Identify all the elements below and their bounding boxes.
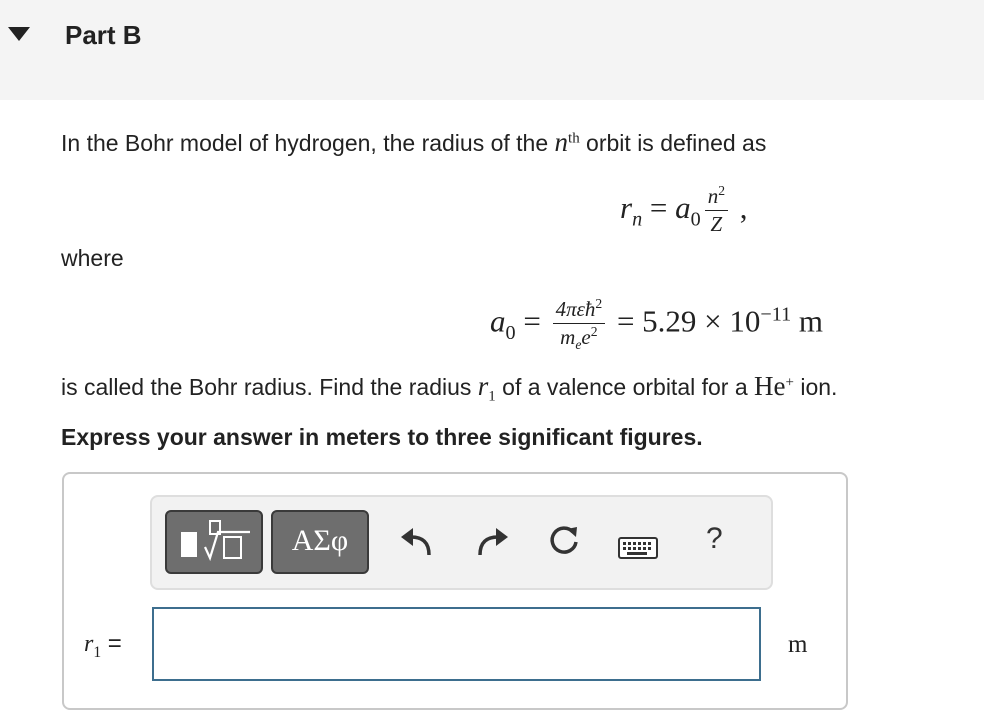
unit-label: m <box>788 631 808 658</box>
math-toolbar <box>150 495 773 590</box>
n2-over-z-fraction: $\frac{n^2}{Z}$ <box>705 183 728 237</box>
radius-equation: $r_n = a_0$ $\frac{n^2}{Z}$ , <box>620 183 748 236</box>
undo-icon[interactable] <box>399 527 433 557</box>
bohr-radius-equation: $a_0$ = $\frac{4\pi\varepsilon ħ^2}{m_ee^2}$ = $5.29 \times 10^{-11}$ m <box>490 296 824 353</box>
instruction-text: Express your answer in meters to three significant figures. <box>61 424 703 450</box>
question-text: is called the Bohr radius. Find the radius $r_1$ of a valence orbital for a He+ ion. <box>61 371 838 405</box>
redo-icon[interactable] <box>476 527 510 557</box>
intro-text: In the Bohr model of hydrogen, the radius of the $n^{th}$ orbit is defined as <box>61 127 767 157</box>
reset-icon[interactable] <box>546 524 582 560</box>
templates-icon <box>167 512 261 572</box>
bohr-radius-fraction: $\frac{4\pi\varepsilon ħ^2}{m_ee^2}$ <box>553 296 606 351</box>
templates-button[interactable] <box>165 510 263 574</box>
part-title: Part B <box>65 20 142 50</box>
collapse-caret-icon[interactable] <box>8 27 30 41</box>
keyboard-icon[interactable] <box>618 537 658 559</box>
part-header <box>0 0 984 100</box>
help-icon[interactable]: ? <box>706 522 723 555</box>
symbols-button[interactable]: ΑΣφ <box>271 510 369 574</box>
answer-input[interactable] <box>152 607 761 681</box>
answer-label: $r_1$ = <box>84 630 122 661</box>
where-text: where <box>61 245 124 271</box>
